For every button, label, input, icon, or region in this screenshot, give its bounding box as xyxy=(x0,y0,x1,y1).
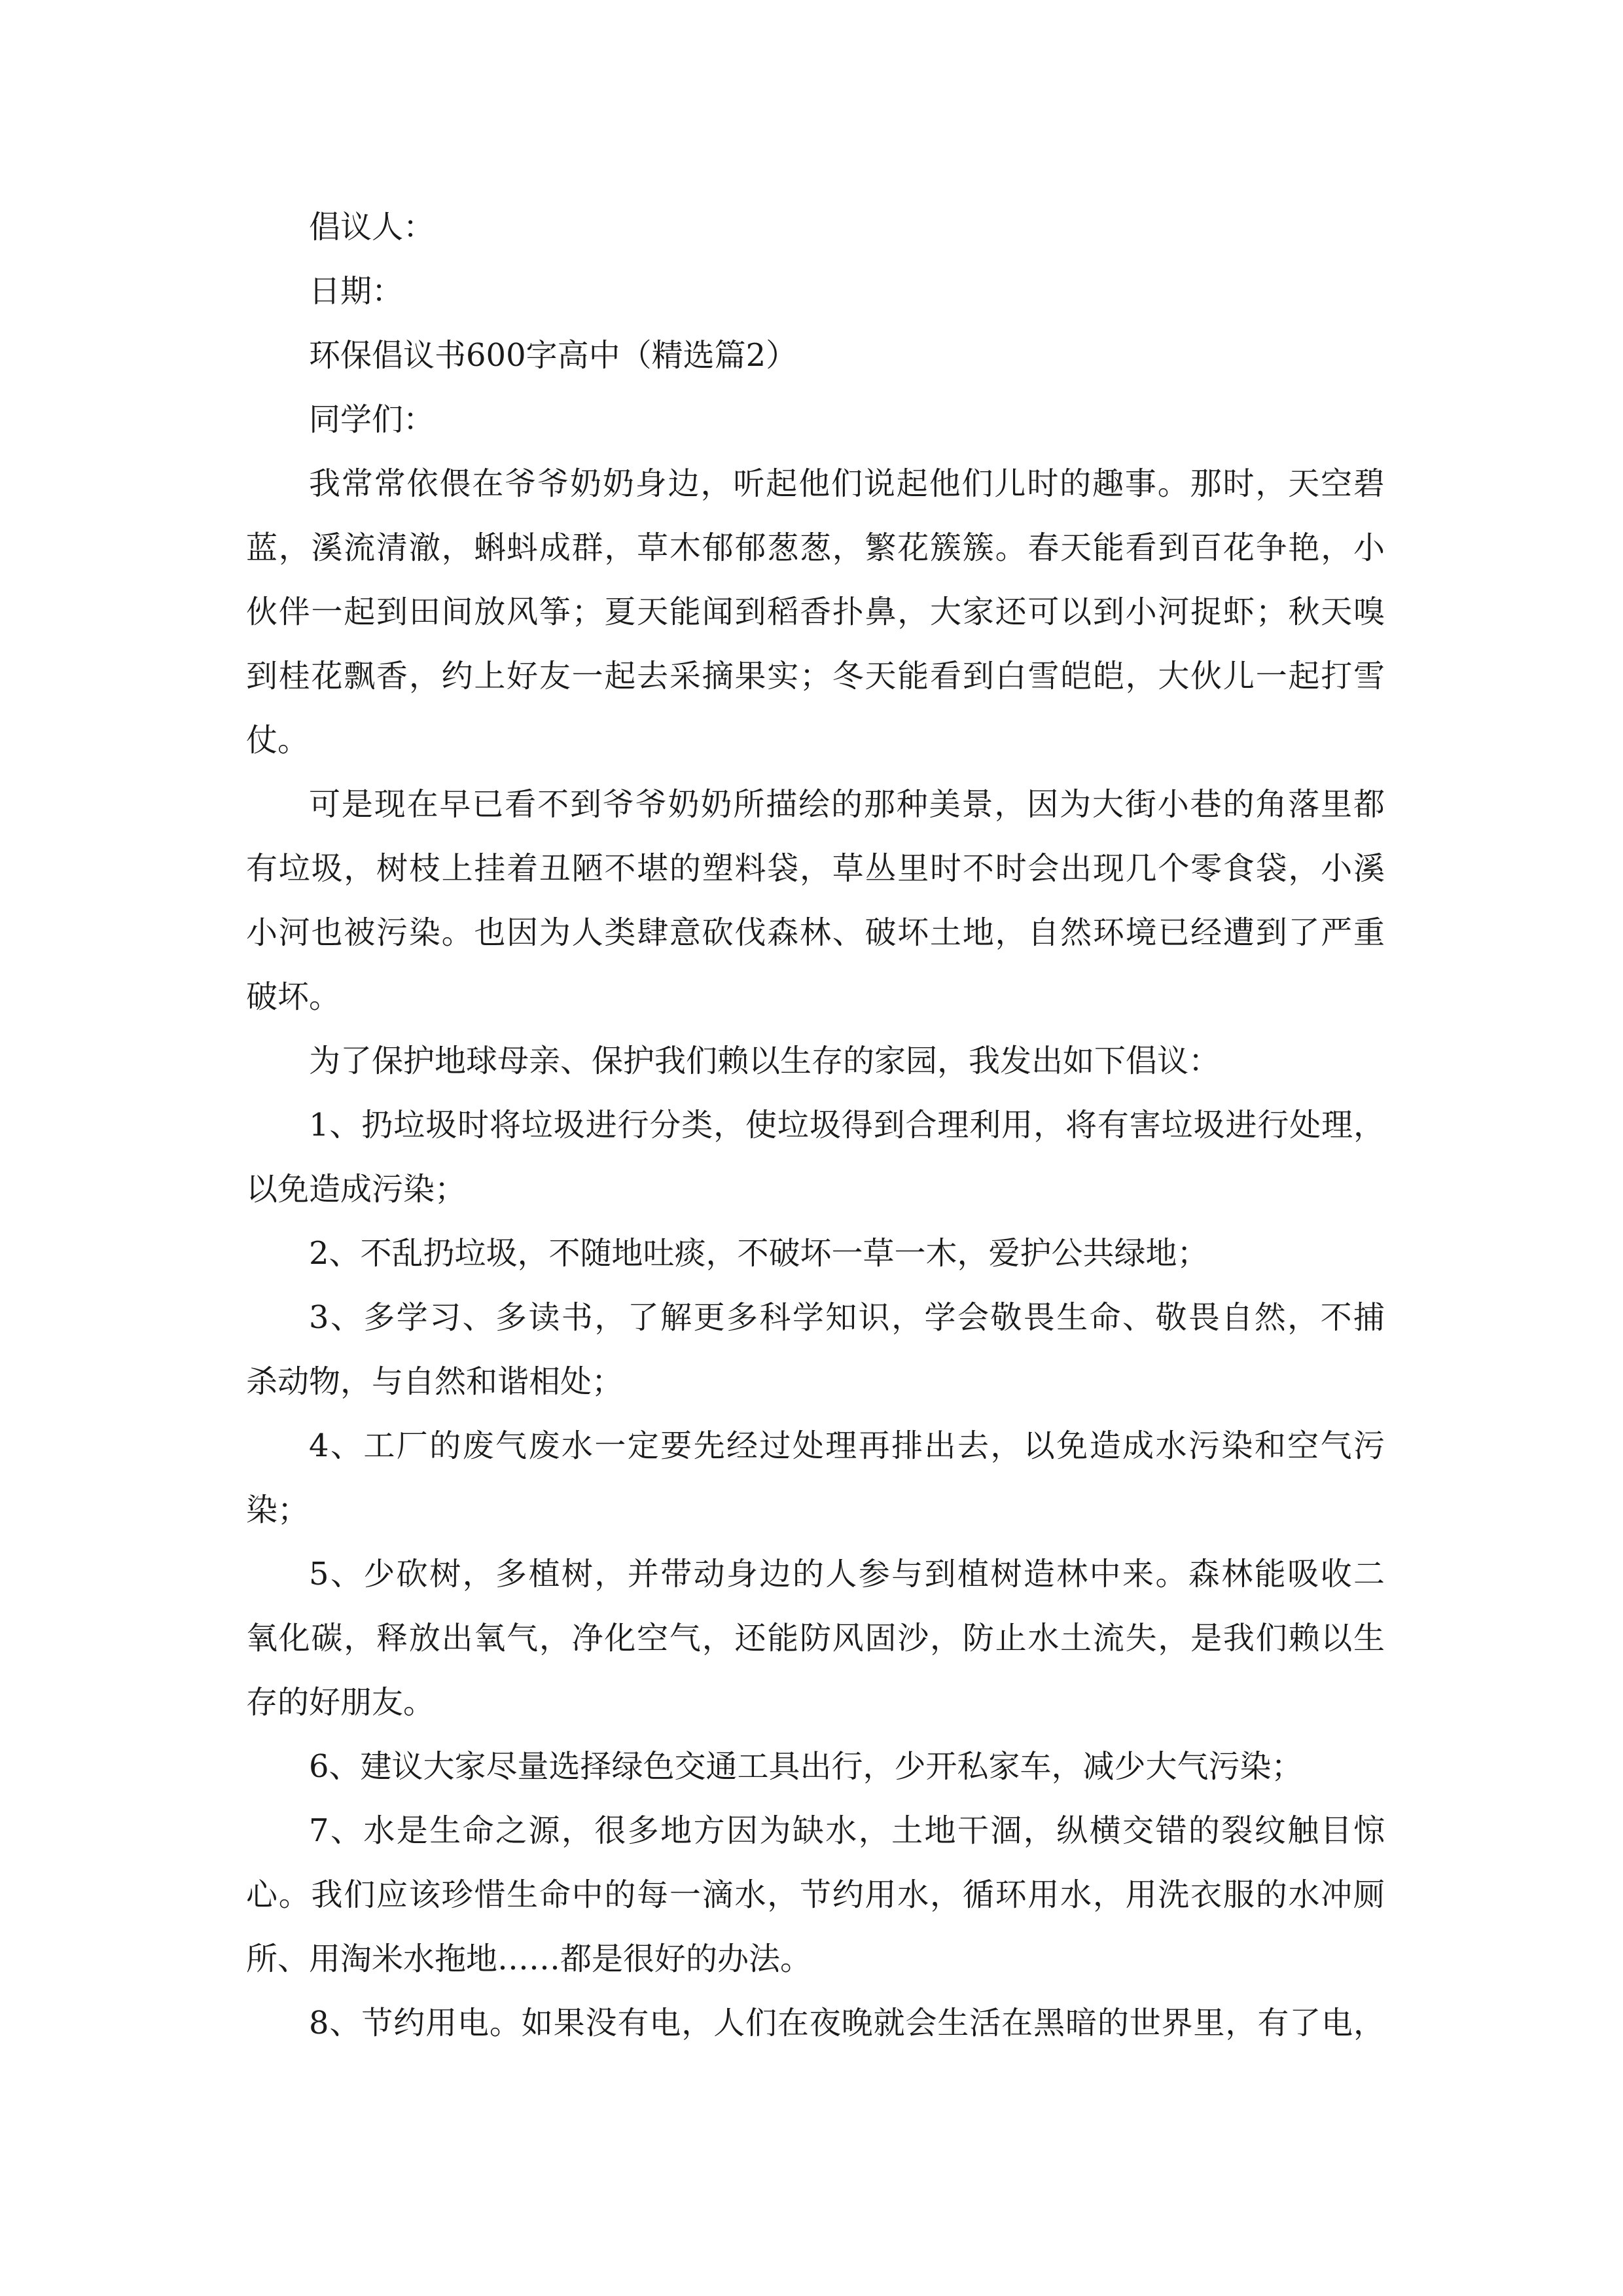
list-item-line: 6、建议大家尽量选择绿色交通工具出行，少开私家车，减少大气污染； xyxy=(309,1748,1303,1785)
list-item-line: 8、节约用电。如果没有电，人们在夜晚就会生活在黑暗的世界里，有了电， xyxy=(309,2005,1385,2041)
paragraph-line: 可是现在早已看不到爷爷奶奶所描绘的那种美景，因为大街小巷的角落里都 xyxy=(309,786,1385,823)
paragraph-line: 破坏。 xyxy=(246,978,341,1015)
list-item-line: 存的好朋友。 xyxy=(246,1684,435,1721)
list-item-line: 3、多学习、多读书，了解更多科学知识，学会敬畏生命、敬畏自然，不捕 xyxy=(309,1299,1385,1336)
salutation: 同学们： xyxy=(309,401,435,438)
section-title: 环保倡议书600字高中（精选篇2） xyxy=(309,337,798,374)
paragraph-line: 有垃圾，树枝上挂着丑陋不堪的塑料袋，草丛里时不时会出现几个零食袋，小溪 xyxy=(246,850,1385,887)
paragraph-line: 蓝，溪流清澈，蝌蚪成群，草木郁郁葱葱，繁花簇簇。春天能看到百花争艳，小 xyxy=(246,529,1385,566)
list-item-line: 所、用淘米水拖地……都是很好的办法。 xyxy=(246,1941,812,1977)
list-item-line: 5、少砍树，多植树，并带动身边的人参与到植树造林中来。森林能吸收二 xyxy=(309,1556,1385,1592)
paragraph-line: 仗。 xyxy=(246,722,310,759)
list-item-line: 以免造成污染； xyxy=(246,1171,467,1208)
list-item-line: 2、不乱扔垃圾，不随地吐痰，不破坏一草一木，爱护公共绿地； xyxy=(309,1235,1209,1272)
date-label: 日期： xyxy=(309,273,404,310)
list-item-line: 1、扔垃圾时将垃圾进行分类，使垃圾得到合理利用，将有害垃圾进行处理， xyxy=(309,1107,1385,1143)
list-item-line: 氧化碳，释放出氧气，净化空气，还能防风固沙，防止水土流失，是我们赖以生 xyxy=(246,1620,1385,1657)
proposer-label: 倡议人： xyxy=(309,209,435,245)
list-item-line: 7、水是生命之源，很多地方因为缺水，土地干涸，纵横交错的裂纹触目惊 xyxy=(309,1812,1385,1849)
document-body xyxy=(246,195,1385,2055)
paragraph-line: 我常常依偎在爷爷奶奶身边，听起他们说起他们儿时的趣事。那时，天空碧 xyxy=(309,465,1385,502)
paragraph-line: 为了保护地球母亲、保护我们赖以生存的家园，我发出如下倡议： xyxy=(309,1043,1221,1079)
paragraph-line: 小河也被污染。也因为人类肆意砍伐森林、破坏土地，自然环境已经遭到了严重 xyxy=(246,914,1385,951)
list-item-line: 杀动物，与自然和谐相处； xyxy=(246,1363,624,1400)
list-item-line: 4、工厂的废气废水一定要先经过处理再排出去，以免造成水污染和空气污 xyxy=(309,1427,1385,1464)
list-item-line: 心。我们应该珍惜生命中的每一滴水，节约用水，循环用水，用洗衣服的水冲厕 xyxy=(246,1876,1385,1913)
list-item-line: 染； xyxy=(246,1492,310,1528)
paragraph-line: 到桂花飘香，约上好友一起去采摘果实；冬天能看到白雪皑皑，大伙儿一起打雪 xyxy=(246,658,1385,694)
paragraph-line: 伙伴一起到田间放风筝；夏天能闻到稻香扑鼻，大家还可以到小河捉虾；秋天嗅 xyxy=(246,594,1385,630)
